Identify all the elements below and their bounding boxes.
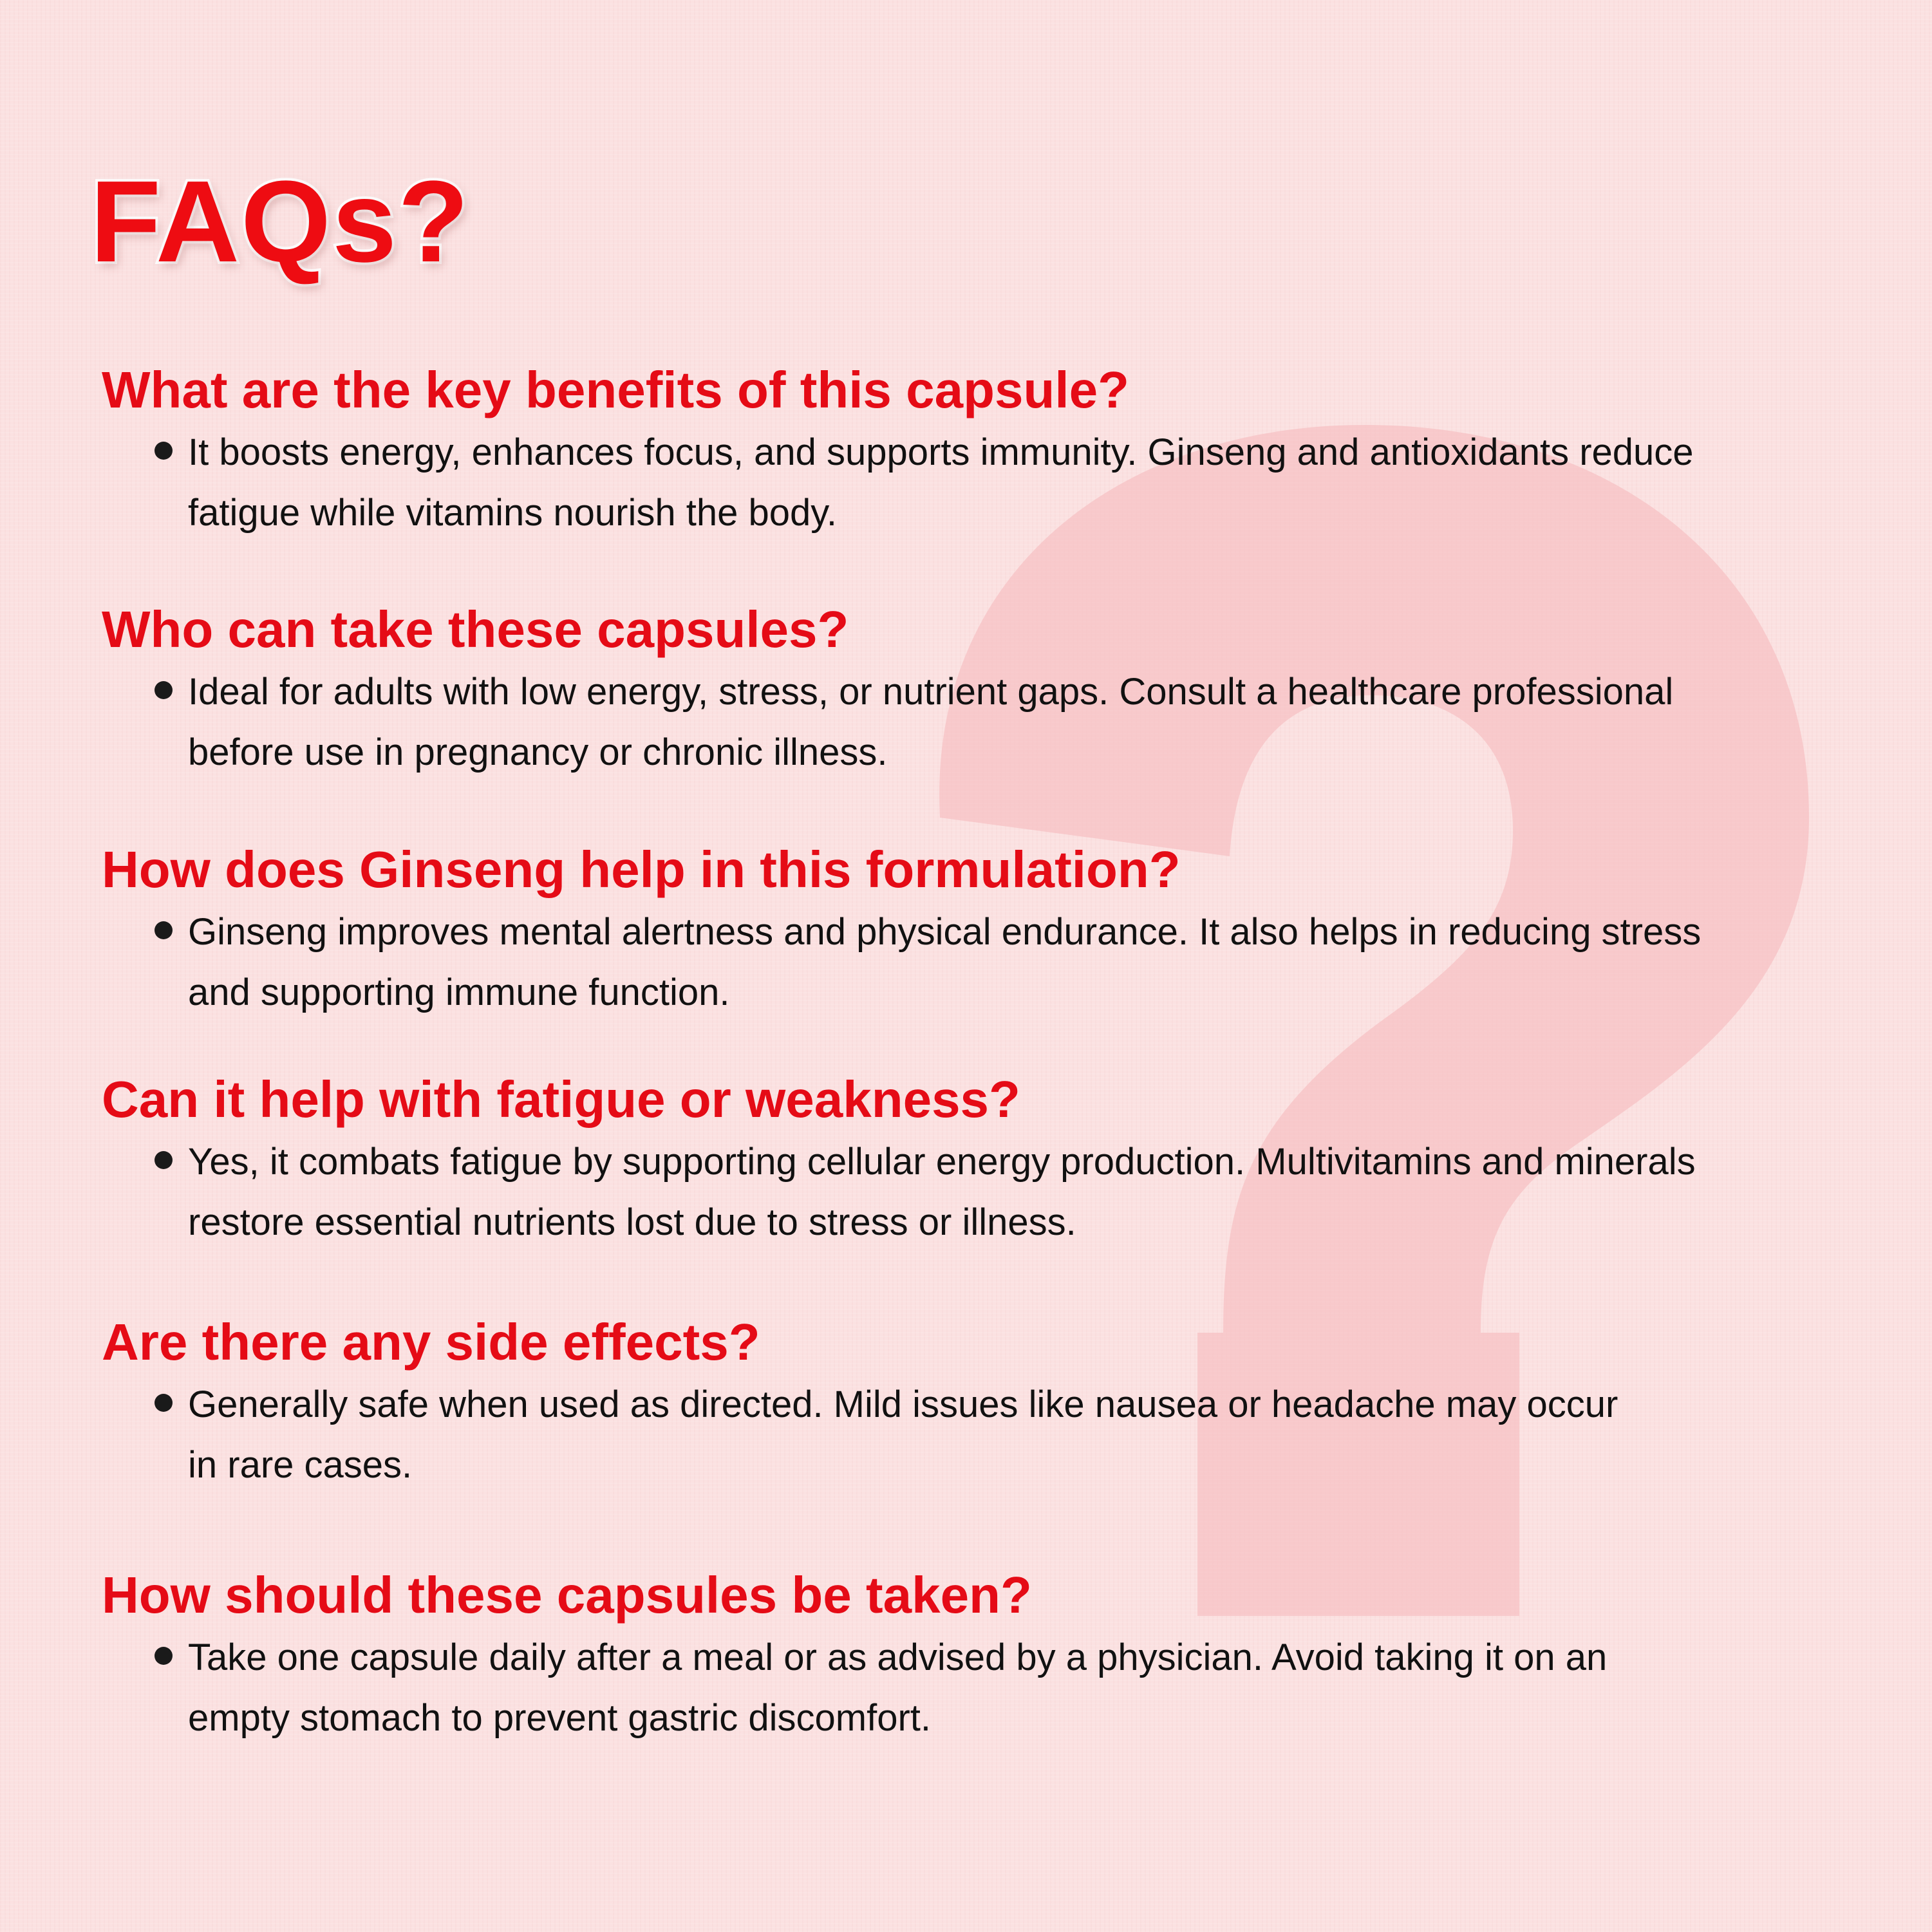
answer-line: It boosts energy, enhances focus, and supports immunity. Ginseng and antioxidants reduce <box>188 431 1694 473</box>
answer-line: Generally safe when used as directed. Mild issues like nausea or headache may occur <box>188 1383 1618 1425</box>
answer-text <box>188 1627 1862 1749</box>
bullet-icon <box>155 1647 173 1665</box>
faq-question: How should these capsules be taken? <box>102 1566 1032 1624</box>
faq-answer <box>102 902 1872 1023</box>
bullet-icon <box>155 442 173 460</box>
faq-answer <box>102 662 1872 783</box>
answer-text <box>188 1374 1862 1496</box>
faq-question: Who can take these capsules? <box>102 601 849 658</box>
faq-question: What are the key benefits of this capsule? <box>102 361 1129 418</box>
faq-answer <box>102 422 1872 543</box>
faq-answer <box>102 1132 1872 1253</box>
faq-question: Can it help with fatigue or weakness? <box>102 1071 1020 1128</box>
answer-text <box>188 422 1862 543</box>
faq-answer <box>102 1374 1872 1496</box>
bullet-icon <box>155 681 173 699</box>
answer-line: Ideal for adults with low energy, stress, or nutrient gaps. Consult a healthcare professional <box>188 671 1674 713</box>
answer-line: Yes, it combats fatigue by supporting cellular energy production. Multivitamins and minerals <box>188 1141 1696 1183</box>
bullet-icon <box>155 1151 173 1169</box>
answer-line: before use in pregnancy or chronic illness. <box>188 731 888 773</box>
bullet-icon <box>155 921 173 939</box>
answer-line: fatigue while vitamins nourish the body. <box>188 492 838 534</box>
faq-item-dosage <box>102 1564 1872 1749</box>
answer-text <box>188 902 1862 1023</box>
answer-text <box>188 1132 1862 1253</box>
faq-item-ginseng <box>102 839 1872 1023</box>
faq-question: Are there any side effects? <box>102 1313 760 1371</box>
answer-line: empty stomach to prevent gastric discomfort. <box>188 1697 931 1739</box>
answer-text <box>188 662 1862 783</box>
answer-line: Take one capsule daily after a meal or as advised by a physician. Avoid taking it on an <box>188 1637 1608 1678</box>
answer-line: in rare cases. <box>188 1444 413 1486</box>
faq-item-benefits <box>102 359 1872 543</box>
answer-line: restore essential nutrients lost due to stress or illness. <box>188 1201 1076 1243</box>
faq-item-side-effects <box>102 1311 1872 1496</box>
bullet-icon <box>155 1394 173 1412</box>
answer-line: Ginseng improves mental alertness and physical endurance. It also helps in reducing stress <box>188 911 1702 953</box>
faq-answer <box>102 1627 1872 1749</box>
answer-line: and supporting immune function. <box>188 971 730 1013</box>
faq-item-who <box>102 599 1872 783</box>
page-title: FAQs? <box>90 157 471 286</box>
faq-item-fatigue <box>102 1069 1872 1253</box>
faq-question: How does Ginseng help in this formulation? <box>102 841 1181 898</box>
